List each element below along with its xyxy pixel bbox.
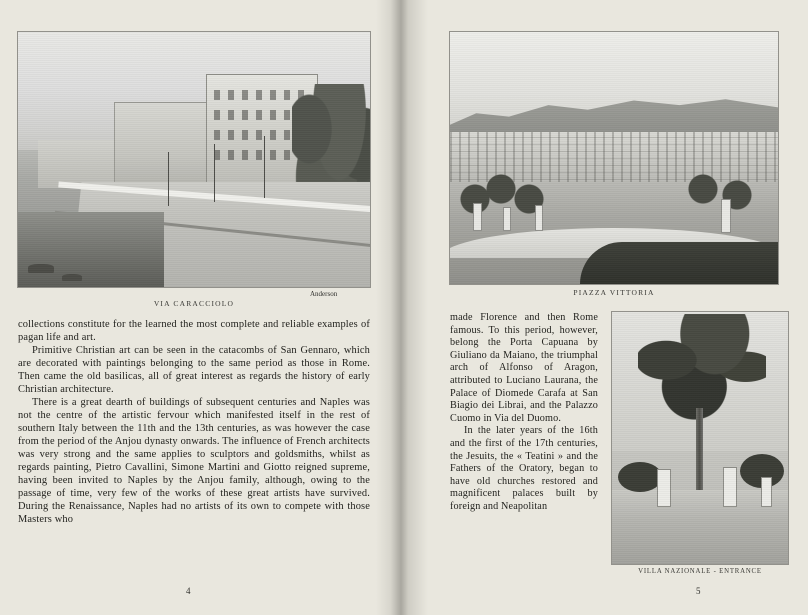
- photo-halftone-grain: [450, 32, 778, 284]
- right-page: [428, 0, 798, 615]
- left-page: [10, 0, 386, 615]
- caption-piazza-vittoria: PIAZZA VITTORIA: [573, 288, 655, 297]
- caption-via-caracciolo: VIA CARACCIOLO: [153, 299, 235, 308]
- paragraph: In the later years of the 16th and the first of the 17th centuries, the Jesuits, the « Teatini » and the Fathers of the Oratory, began to have old churches restored and magnificent palaces built by foreign and Neapolitan: [450, 425, 598, 512]
- right-page-text: [450, 312, 598, 514]
- photo-villa-nazionale: [612, 312, 788, 564]
- photo-via-caracciolo: [18, 32, 370, 287]
- photo-halftone-grain: [612, 312, 788, 564]
- photo-credit-anderson: Anderson: [310, 290, 338, 298]
- folio-left: 4: [186, 586, 191, 596]
- paragraph: Primitive Christian art can be seen in the catacombs of San Gennaro, which are decorated with paintings belonging to the same period as those in Rome. Then came the old basilicas, all of great interest as regards the history of early Christian architecture.: [18, 345, 370, 395]
- photo-piazza-vittoria: [450, 32, 778, 284]
- paragraph: made Florence and then Rome famous. To this period, however, belong the Porta Capuana by Giuliano da Maiano, the triumphal arch of Alfonso of Aragon, attributed to Luciano Laurana, the Palace of Diomede Carafa at San Biagio dei Librai, and the Palazzo Cuomo in Via del Duomo.: [450, 312, 598, 424]
- photo-halftone-grain: [18, 32, 370, 287]
- folio-right: 5: [696, 586, 701, 596]
- left-page-text: [18, 318, 370, 526]
- paragraph: There is a great dearth of buildings of subsequent centuries and Naples was not the centre of the artistic fervour which manifested itself in the rest of southern Italy between the 11th and the 13th centuries, as was however the case from the period of the Anjou dynasty onwards. The influence of French architects was very strong and the same applies to sculptors and goldsmiths, whilst as regards painting, Pietro Cavallini, Simone Martini and Giotto reigned supreme, having been invited to Naples by the Anjou family, although, owing to the passage of time, very few of the works of these great artists have survived. During the Renaissance, Naples had no artists of its own to compete with those Masters who: [18, 397, 370, 525]
- caption-villa-nazionale: VILLA NAZIONALE - ENTRANCE: [638, 568, 762, 575]
- paragraph: collections constitute for the learned the most complete and reliable examples of pagan life and art.: [18, 319, 370, 343]
